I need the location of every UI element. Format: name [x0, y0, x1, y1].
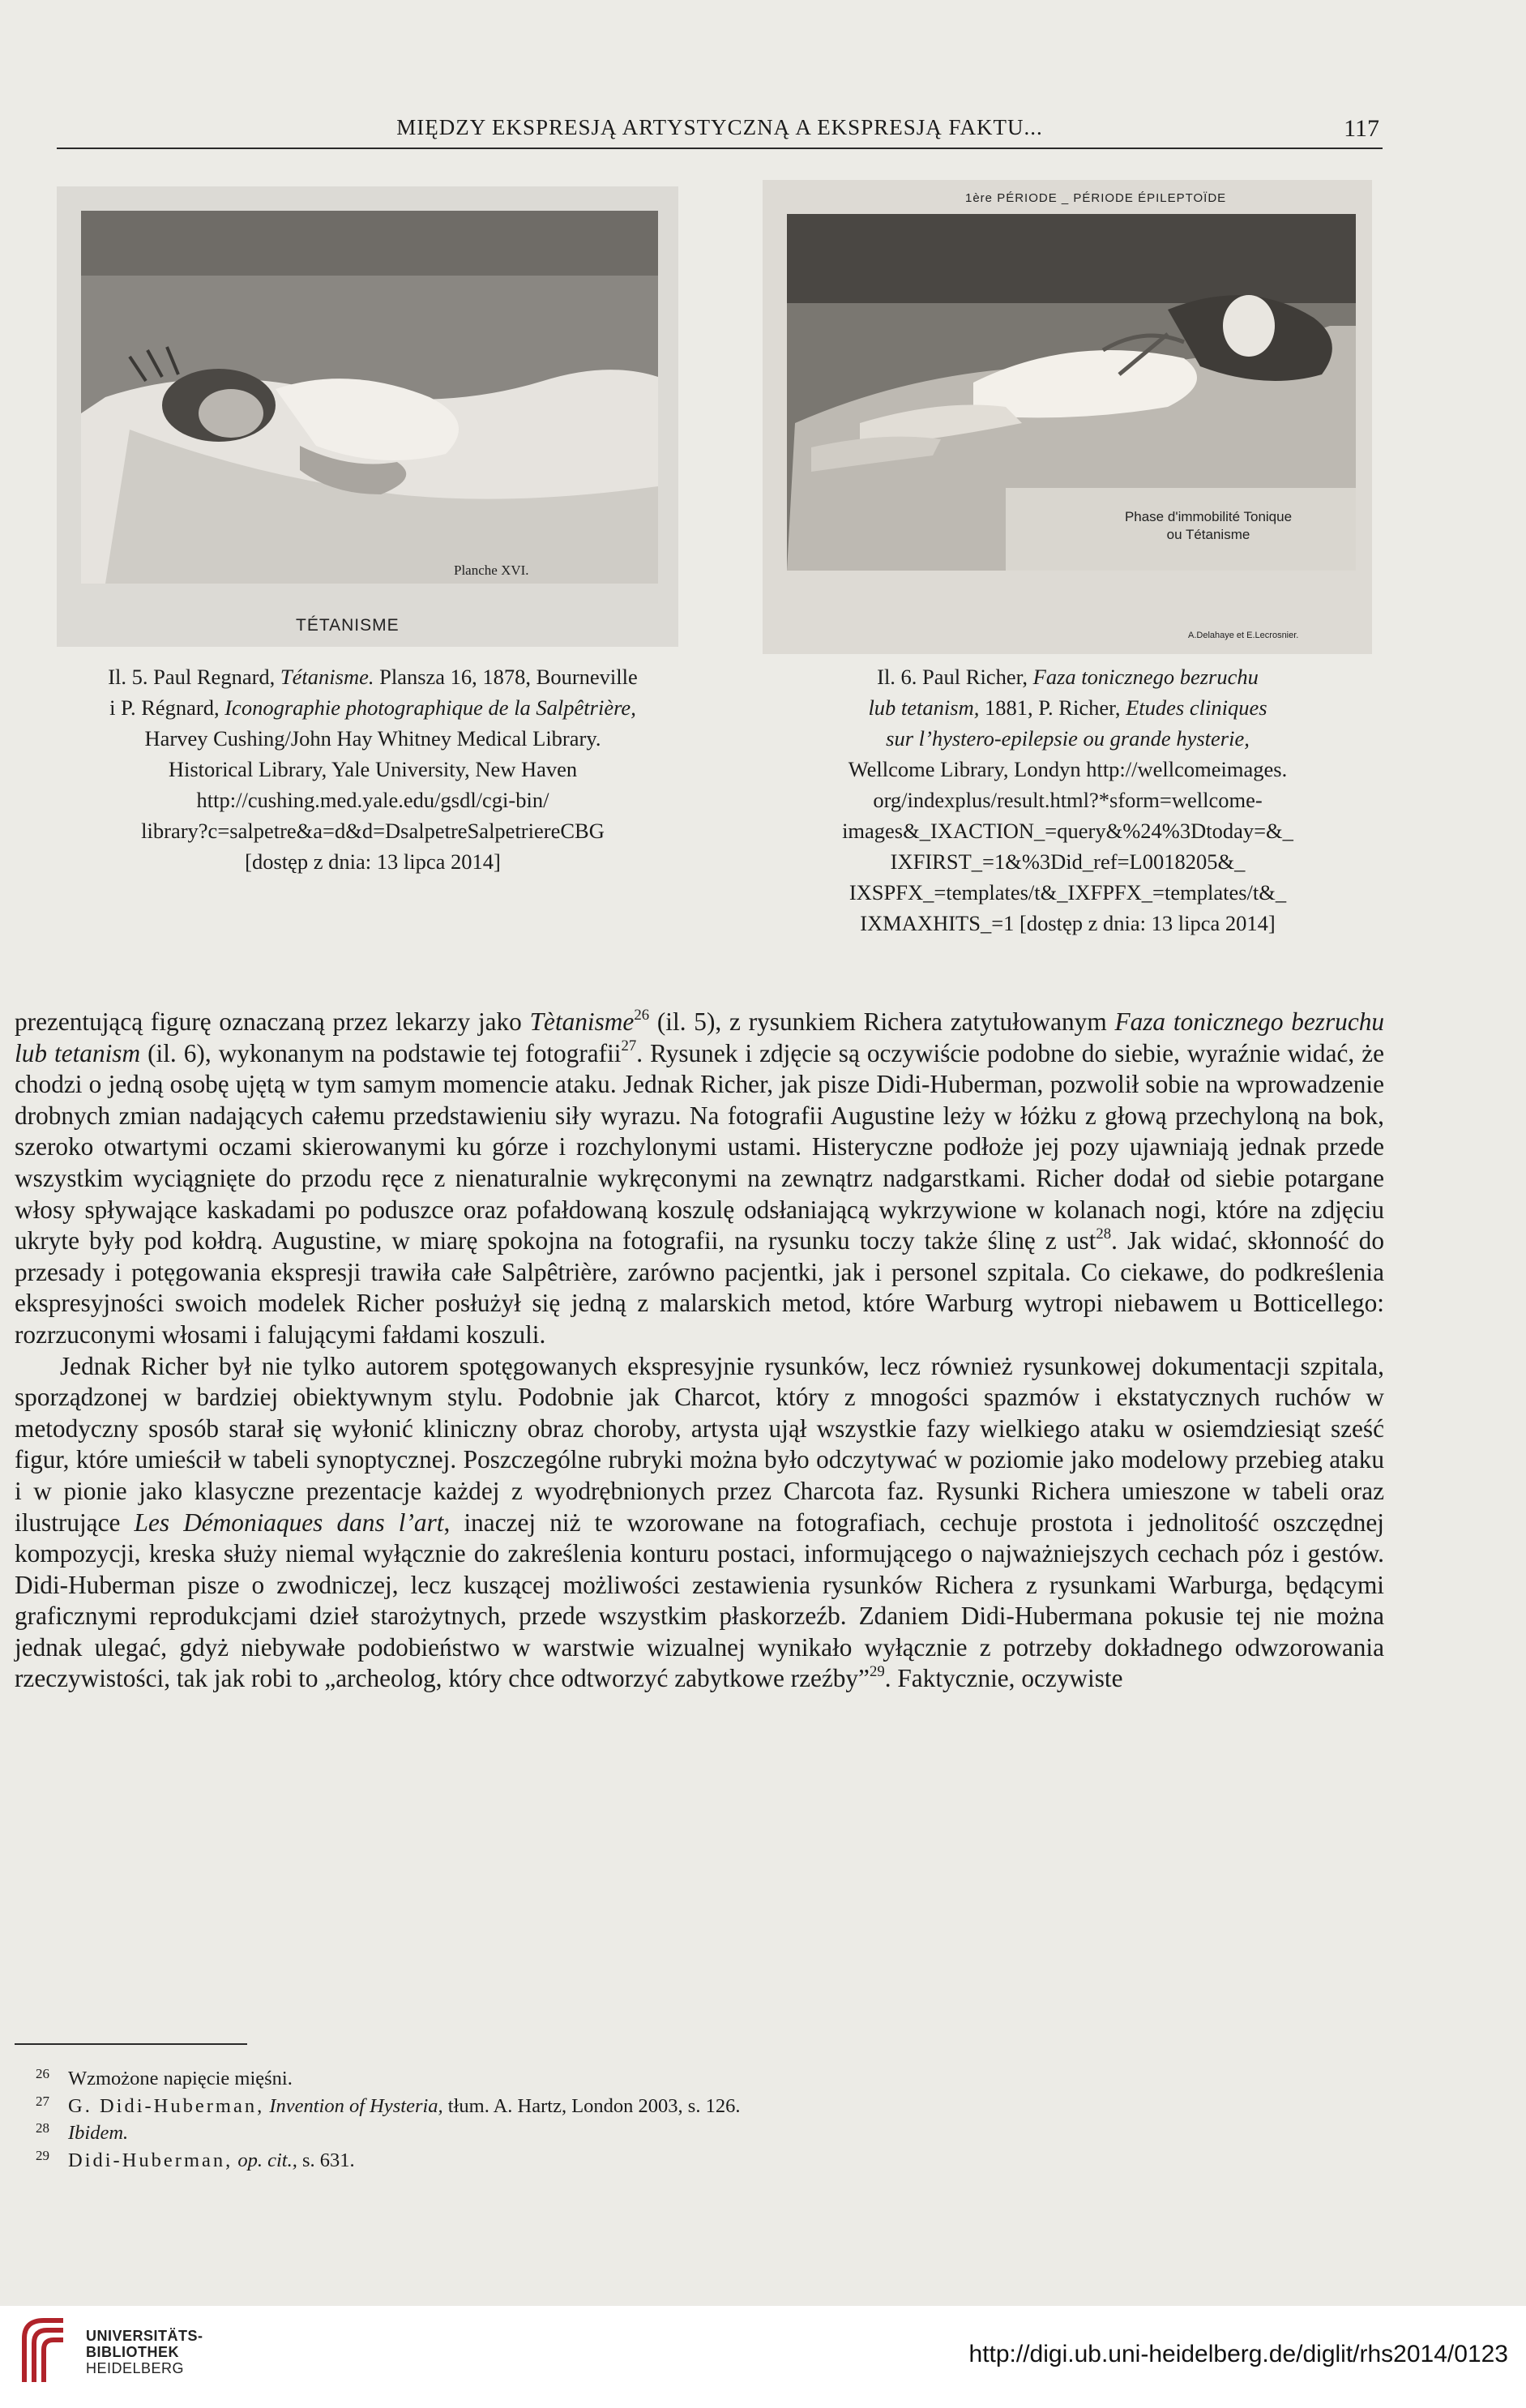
- period-header: 1ère PÉRIODE _ PÉRIODE ÉPILEPTOÏDE: [965, 191, 1227, 205]
- library-name: UNIVERSITÄTS- BIBLIOTHEK HEIDELBERG: [86, 2328, 203, 2376]
- figure-drawing-richer: [763, 180, 1372, 654]
- footnote-ref[interactable]: 29: [869, 1663, 885, 1681]
- artist-credit: A.Delahaye et E.Lecrosnier.: [1188, 631, 1299, 640]
- drawing-illustration: [763, 180, 1372, 654]
- footnote-26: 26 Wzmożone napięcie mięśni.: [36, 2066, 293, 2089]
- footnote-ref[interactable]: 26: [634, 1006, 650, 1024]
- footnote-ref[interactable]: 28: [1096, 1225, 1112, 1242]
- phase-caption: Phase d'immobilité Tonique ou Tétanisme: [1124, 509, 1293, 542]
- footnote-28: 28 Ibidem.: [36, 2120, 129, 2144]
- running-header: [57, 112, 1383, 149]
- footnote-divider: [15, 2043, 247, 2045]
- photo-illustration: [57, 186, 678, 647]
- paragraph: Jednak Richer był nie tylko autorem spotęgowanych ekspresyjnie rysunków, lecz również rysunkowej dokumentacji szpitala, sporządzonej w bardziej obiektywnym stylu. Podobnie jak Charcot, który z mnogości spazmów i ekstatycznych ruchów w metodyczny sposób starał się wyłonić kliniczny obraz choroby, artysta ujął wszystkie fazy wielkiego ataku w osiemdziesiąt sześć figur, które umieścił w tabeli synoptycznej. Poszczególne rubryki można było odczytywać w poziomie jako modelowy przebieg ataku i w pionie jako klasyczne prezentacje każdej z wyodrębnionych przez Charcota faz. Rysunki Richera umieszone w tabeli oraz ilustrujące Les Démoniaques dans l’art, inaczej niż te wzorowane na fotografiach, cechuje prostota i jednolitość oszczędnej kompozycji, kreska służy niemal wyłącznie do zakreślenia konturu postaci, informującego o najważniejszych cechach póz i gestów. Didi-Huberman pisze o zwodniczej, lecz kuszącej możliwości zestawienia rysunków Richera z rysunkami Warburga, będącymi graficznymi reprodukcjami dzieł starożytnych, przede wszystkim płaskorzeźb. Zdaniem Didi-Hubermana pokusie tej nie można jednak ulegać, gdyż niebywałe podobieństwo w warstwie wizualnej wynikało wyłącznie z potrzeby dokładnego odwzorowania rzeczywistości, tak jak robi to „archeolog, który chce odtworzyć zabytkowe rzeźby”$^{29}$. Faktycznie, oczywiste: [15, 1351, 1384, 1693]
- plate-number: Planche XVI.: [454, 562, 529, 578]
- main-text: [15, 1007, 1384, 1695]
- figure-caption-left: Il. 5. Paul Regnard, Tétanisme. Plansza 16, 1878, Bourneville i P. Régnard, Iconographie photographique de la Salpêtrière, Harvey Cushing/John Hay Whitney Medical Library. Historical Library, Yale University, New Haven http://cushing.med.yale.edu/gsdl/cgi-bin/ library?c=salpetre&a=d&d=DsalpetreSalpetriereCBG [dostęp z dnia: 13 lipca 2014]: [108, 665, 638, 874]
- footnote-27: 27 G. Didi-Huberman, Invention of Hysteria, tłum. A. Hartz, London 2003, s. 126.: [36, 2093, 741, 2117]
- plate-title: TÉTANISME: [296, 616, 400, 635]
- footnotes: [36, 2065, 1203, 2174]
- paragraph: prezentującą figurę oznaczaną przez lekarzy jako Tètanisme$^{26}$ (il. 5), z rysunkiem Richera zatytułowanym Faza tonicznego bezruchu lub tetanism (il. 6), wykonanym na podstawie tej fotografii$^{27}$. Rysunek i zdjęcie są oczywiście podobne do siebie, wyraźnie widać, że chodzi o jedną osobę ujętą w tym samym momencie ataku. Jednak Richer, jak pisze Didi-Huberman, pozwolił sobie na wprowadzenie drobnych zmian nadających całemu przedstawieniu siły wyrazu. Na fotografii Augustine leży w łóżku z głową przechyloną na bok, szeroko otwartymi oczami skierowanymi ku górze i rozchylonymi ustami. Histeryczne podłoże jej pozy ujawniają jednak przede wszystkim wyciągnięte do przodu ręce z nienaturalnie wykręconymi na zewnątrz nadgarstkami. Richer dodał od siebie potargane włosy spływające kaskadami po poduszce oraz pofałdowaną koszulę odsłaniającą wykrzywione w kolanach nogi, które na zdjęciu ukryte były pod kołdrą. Augustine, w miarę spokojna na fotografii, na rysunku toczy także ślinę z ust$^{28}$. Jak widać, skłonność do przesady i potęgowania ekspresji trawiła całe Salpêtrière, zarówno pacjentki, jak i personel szpitala. Co ciekawe, do podkreślenia ekspresyjności swoich modelek Richer posłużył się jedną z malarskich metod, które Warburg wytropi niebawem u Botticellego: rozrzuconymi włosami i falującymi fałdami koszuli.: [15, 1006, 1385, 1349]
- footnote-ref[interactable]: 27: [621, 1037, 637, 1055]
- footnote-29: 29 Didi-Huberman, op. cit., s. 631.: [36, 2147, 355, 2171]
- figure-photo-tetanisme: [57, 186, 678, 647]
- library-logo-icon: [18, 2314, 70, 2385]
- source-url-link[interactable]: http://digi.ub.uni-heidelberg.de/diglit/rhs2014/0123: [968, 2341, 1508, 2367]
- figure-caption-right: Il. 6. Paul Richer, Faza tonicznego bezruchu lub tetanism, 1881, P. Richer, Etudes cliniques sur l’hystero-epilepsie ou grande hysterie, Wellcome Library, Londyn http://wellcomeimages. org/indexplus/result.html?*sform=wellcome- images&_IXACTION_=query&%24%3Dtoday=&_ IXFIRST_=1&%3Did_ref=L0018205&_ IXSPFX_=templates/t&_IXFPFX_=templates/t&_ IXMAXHITS_=1 [dostęp z dnia: 13 lipca 2014]: [842, 665, 1293, 935]
- page-number: 117: [1344, 115, 1379, 142]
- running-title: MIĘDZY EKSPRESJĄ ARTYSTYCZNĄ A EKSPRESJĄ FAKTU...: [396, 115, 1043, 139]
